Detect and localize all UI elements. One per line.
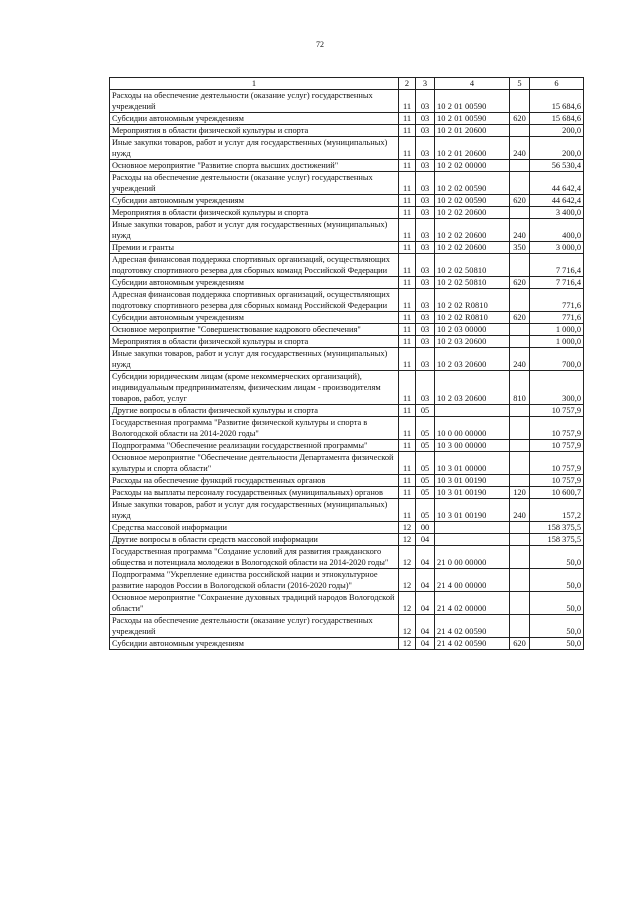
table-row [110,113,584,125]
name-cell: Расходы на выплаты персоналу государственных (муниципальных) органов [110,487,399,499]
amount-cell: 50,0 [530,615,584,638]
name-cell: Государственная программа "Создание условий для развития гражданского общества и потенциала молодежи в Вологодской области на 2014-2020 годы" [110,546,399,569]
name-cell: Субсидии юридическим лицам (кроме некоммерческих организаций), индивидуальным предпринимателям, физическим лицам - производителям товаров, работ, услуг [110,371,399,405]
table-row [110,90,584,113]
expense-type-cell: 240 [510,348,530,371]
amount-cell: 10 757,9 [530,417,584,440]
section-cell: 11 [399,242,416,254]
table-row [110,277,584,289]
subsection-cell: 03 [416,289,435,312]
target-article-cell: 21 0 00 00000 [435,546,510,569]
table-row [110,137,584,160]
table-row [110,522,584,534]
name-cell: Иные закупки товаров, работ и услуг для государственных (муниципальных) нужд [110,348,399,371]
table-row [110,172,584,195]
subsection-cell: 03 [416,324,435,336]
subsection-cell: 03 [416,137,435,160]
table-row [110,348,584,371]
amount-cell: 10 757,9 [530,475,584,487]
name-cell: Расходы на обеспечение деятельности (оказание услуг) государственных учреждений [110,90,399,113]
target-article-cell: 10 2 01 20600 [435,125,510,137]
table-row [110,242,584,254]
name-cell: Расходы на обеспечение деятельности (оказание услуг) государственных учреждений [110,615,399,638]
header-row [110,78,584,90]
name-cell: Основное мероприятие "Обеспечение деятельности Департамента физической культуры и спорта области" [110,452,399,475]
section-cell: 11 [399,312,416,324]
target-article-cell: 10 2 01 20600 [435,137,510,160]
section-cell: 11 [399,336,416,348]
target-article-cell: 10 2 02 00590 [435,195,510,207]
header-col-3: 3 [416,78,435,90]
table-row [110,615,584,638]
section-cell: 11 [399,452,416,475]
section-cell: 11 [399,324,416,336]
subsection-cell: 03 [416,125,435,137]
expense-type-cell [510,336,530,348]
amount-cell: 158 375,5 [530,522,584,534]
section-cell: 11 [399,348,416,371]
table-row [110,592,584,615]
expense-type-cell: 620 [510,277,530,289]
section-cell: 11 [399,475,416,487]
table-row [110,405,584,417]
expense-type-cell: 620 [510,312,530,324]
target-article-cell: 10 2 02 R0810 [435,289,510,312]
subsection-cell: 05 [416,417,435,440]
amount-cell: 50,0 [530,638,584,650]
expense-type-cell: 240 [510,499,530,522]
target-article-cell [435,522,510,534]
expense-type-cell [510,207,530,219]
subsection-cell: 05 [416,405,435,417]
amount-cell: 15 684,6 [530,90,584,113]
amount-cell: 300,0 [530,371,584,405]
name-cell: Мероприятия в области физической культуры и спорта [110,207,399,219]
target-article-cell: 10 2 02 00000 [435,160,510,172]
header-col-6: 6 [530,78,584,90]
target-article-cell: 10 2 02 20600 [435,219,510,242]
amount-cell: 771,6 [530,289,584,312]
expense-type-cell: 240 [510,219,530,242]
subsection-cell: 05 [416,440,435,452]
section-cell: 12 [399,569,416,592]
expense-type-cell [510,289,530,312]
section-cell: 11 [399,277,416,289]
subsection-cell: 04 [416,534,435,546]
target-article-cell: 10 2 03 00000 [435,324,510,336]
table-row [110,569,584,592]
target-article-cell: 10 3 01 00190 [435,487,510,499]
section-cell: 11 [399,417,416,440]
table-row [110,638,584,650]
target-article-cell: 10 3 01 00190 [435,499,510,522]
section-cell: 12 [399,534,416,546]
target-article-cell: 10 2 03 20600 [435,348,510,371]
table-row [110,125,584,137]
name-cell: Расходы на обеспечение функций государственных органов [110,475,399,487]
target-article-cell: 21 4 00 00000 [435,569,510,592]
name-cell: Субсидии автономным учреждениям [110,195,399,207]
section-cell: 11 [399,172,416,195]
subsection-cell: 03 [416,90,435,113]
name-cell: Субсидии автономным учреждениям [110,312,399,324]
expense-type-cell [510,125,530,137]
target-article-cell: 10 2 02 50810 [435,277,510,289]
section-cell: 11 [399,137,416,160]
target-article-cell: 10 2 02 20600 [435,207,510,219]
amount-cell: 3 000,0 [530,242,584,254]
table-row [110,324,584,336]
name-cell: Средства массовой информации [110,522,399,534]
subsection-cell: 03 [416,207,435,219]
target-article-cell [435,534,510,546]
subsection-cell: 03 [416,336,435,348]
subsection-cell: 04 [416,569,435,592]
amount-cell: 10 757,9 [530,405,584,417]
amount-cell: 15 684,6 [530,113,584,125]
amount-cell: 200,0 [530,125,584,137]
target-article-cell: 10 2 02 50810 [435,254,510,277]
table-row [110,499,584,522]
section-cell: 11 [399,371,416,405]
name-cell: Субсидии автономным учреждениям [110,638,399,650]
amount-cell: 771,6 [530,312,584,324]
section-cell: 12 [399,638,416,650]
section-cell: 11 [399,405,416,417]
target-article-cell: 10 2 02 00590 [435,172,510,195]
subsection-cell: 03 [416,113,435,125]
name-cell: Подпрограмма "Обеспечение реализации государственной программы" [110,440,399,452]
target-article-cell: 21 4 02 00590 [435,615,510,638]
section-cell: 12 [399,592,416,615]
name-cell: Другие вопросы в области средств массовой информации [110,534,399,546]
header-col-4: 4 [435,78,510,90]
section-cell: 11 [399,499,416,522]
subsection-cell: 03 [416,172,435,195]
expense-type-cell [510,475,530,487]
subsection-cell: 03 [416,242,435,254]
section-cell: 12 [399,522,416,534]
expense-type-cell: 350 [510,242,530,254]
expense-type-cell [510,254,530,277]
table-row [110,336,584,348]
expense-type-cell [510,417,530,440]
subsection-cell: 03 [416,195,435,207]
target-article-cell: 10 2 03 20600 [435,371,510,405]
subsection-cell: 03 [416,219,435,242]
budget-table [109,77,584,650]
section-cell: 11 [399,440,416,452]
table-row [110,195,584,207]
section-cell: 11 [399,160,416,172]
expense-type-cell [510,615,530,638]
name-cell: Субсидии автономным учреждениям [110,113,399,125]
section-cell: 12 [399,546,416,569]
name-cell: Основное мероприятие "Развитие спорта высших достижений" [110,160,399,172]
target-article-cell: 10 3 01 00000 [435,452,510,475]
name-cell: Адресная финансовая поддержка спортивных организаций, осуществляющих подготовку спортивного резерва для сборных команд Российской Федерации [110,254,399,277]
section-cell: 12 [399,615,416,638]
amount-cell: 10 757,9 [530,440,584,452]
amount-cell: 3 400,0 [530,207,584,219]
table-row [110,219,584,242]
expense-type-cell [510,592,530,615]
subsection-cell: 04 [416,638,435,650]
expense-type-cell: 620 [510,195,530,207]
section-cell: 11 [399,289,416,312]
expense-type-cell [510,440,530,452]
name-cell: Иные закупки товаров, работ и услуг для государственных (муниципальных) нужд [110,137,399,160]
name-cell: Расходы на обеспечение деятельности (оказание услуг) государственных учреждений [110,172,399,195]
amount-cell: 44 642,4 [530,195,584,207]
expense-type-cell: 620 [510,113,530,125]
subsection-cell: 03 [416,371,435,405]
table-row [110,312,584,324]
target-article-cell: 21 4 02 00590 [435,638,510,650]
subsection-cell: 04 [416,615,435,638]
subsection-cell: 03 [416,277,435,289]
expense-type-cell [510,452,530,475]
table-row [110,546,584,569]
expense-type-cell: 240 [510,137,530,160]
section-cell: 11 [399,487,416,499]
name-cell: Иные закупки товаров, работ и услуг для государственных (муниципальных) нужд [110,219,399,242]
name-cell: Основное мероприятие "Совершенствование кадрового обеспечения" [110,324,399,336]
expense-type-cell [510,160,530,172]
section-cell: 11 [399,207,416,219]
page-number: 72 [316,40,324,49]
table-row [110,440,584,452]
target-article-cell: 10 3 01 00190 [435,475,510,487]
name-cell: Государственная программа "Развитие физической культуры и спорта в Вологодской области на 2014-2020 годы" [110,417,399,440]
amount-cell: 157,2 [530,499,584,522]
expense-type-cell: 810 [510,371,530,405]
expense-type-cell [510,569,530,592]
amount-cell: 1 000,0 [530,336,584,348]
name-cell: Мероприятия в области физической культуры и спорта [110,336,399,348]
amount-cell: 700,0 [530,348,584,371]
expense-type-cell [510,534,530,546]
amount-cell: 7 716,4 [530,277,584,289]
table-row [110,207,584,219]
amount-cell: 44 642,4 [530,172,584,195]
target-article-cell [435,405,510,417]
subsection-cell: 05 [416,499,435,522]
name-cell: Другие вопросы в области физической культуры и спорта [110,405,399,417]
amount-cell: 7 716,4 [530,254,584,277]
name-cell: Подпрограмма "Укрепление единства российской нации и этнокультурное развитие народов России в Вологодской области (2016-2020 годы)" [110,569,399,592]
header-col-5: 5 [510,78,530,90]
amount-cell: 200,0 [530,137,584,160]
table-row [110,487,584,499]
expense-type-cell: 620 [510,638,530,650]
subsection-cell: 05 [416,487,435,499]
expense-type-cell: 120 [510,487,530,499]
name-cell: Основное мероприятие "Сохранение духовных традиций народов Вологодской области" [110,592,399,615]
expense-type-cell [510,546,530,569]
subsection-cell: 03 [416,254,435,277]
name-cell: Адресная финансовая поддержка спортивных организаций, осуществляющих подготовку спортивного резерва для сборных команд Российской Федерации [110,289,399,312]
subsection-cell: 03 [416,348,435,371]
header-col-1: 1 [110,78,399,90]
expense-type-cell [510,522,530,534]
target-article-cell: 10 2 02 R0810 [435,312,510,324]
table-row [110,254,584,277]
table-row [110,417,584,440]
amount-cell: 50,0 [530,592,584,615]
name-cell: Мероприятия в области физической культуры и спорта [110,125,399,137]
name-cell: Иные закупки товаров, работ и услуг для государственных (муниципальных) нужд [110,499,399,522]
expense-type-cell [510,90,530,113]
target-article-cell: 10 2 03 20600 [435,336,510,348]
section-cell: 11 [399,254,416,277]
subsection-cell: 00 [416,522,435,534]
section-cell: 11 [399,195,416,207]
amount-cell: 1 000,0 [530,324,584,336]
amount-cell: 10 600,7 [530,487,584,499]
target-article-cell: 10 2 01 00590 [435,113,510,125]
expense-type-cell [510,324,530,336]
name-cell: Премии и гранты [110,242,399,254]
section-cell: 11 [399,219,416,242]
subsection-cell: 04 [416,546,435,569]
subsection-cell: 05 [416,475,435,487]
amount-cell: 400,0 [530,219,584,242]
amount-cell: 158 375,5 [530,534,584,546]
section-cell: 11 [399,125,416,137]
target-article-cell: 10 2 01 00590 [435,90,510,113]
section-cell: 11 [399,113,416,125]
section-cell: 11 [399,90,416,113]
table-row [110,160,584,172]
target-article-cell: 10 0 00 00000 [435,417,510,440]
amount-cell: 10 757,9 [530,452,584,475]
target-article-cell: 21 4 02 00000 [435,592,510,615]
subsection-cell: 05 [416,452,435,475]
subsection-cell: 03 [416,312,435,324]
table-row [110,475,584,487]
amount-cell: 50,0 [530,569,584,592]
name-cell: Субсидии автономным учреждениям [110,277,399,289]
header-col-2: 2 [399,78,416,90]
target-article-cell: 10 3 00 00000 [435,440,510,452]
table-row [110,452,584,475]
amount-cell: 56 530,4 [530,160,584,172]
subsection-cell: 03 [416,160,435,172]
subsection-cell: 04 [416,592,435,615]
expense-type-cell [510,172,530,195]
target-article-cell: 10 2 02 20600 [435,242,510,254]
amount-cell: 50,0 [530,546,584,569]
table-row [110,534,584,546]
expense-type-cell [510,405,530,417]
table-row [110,289,584,312]
table-row [110,371,584,405]
